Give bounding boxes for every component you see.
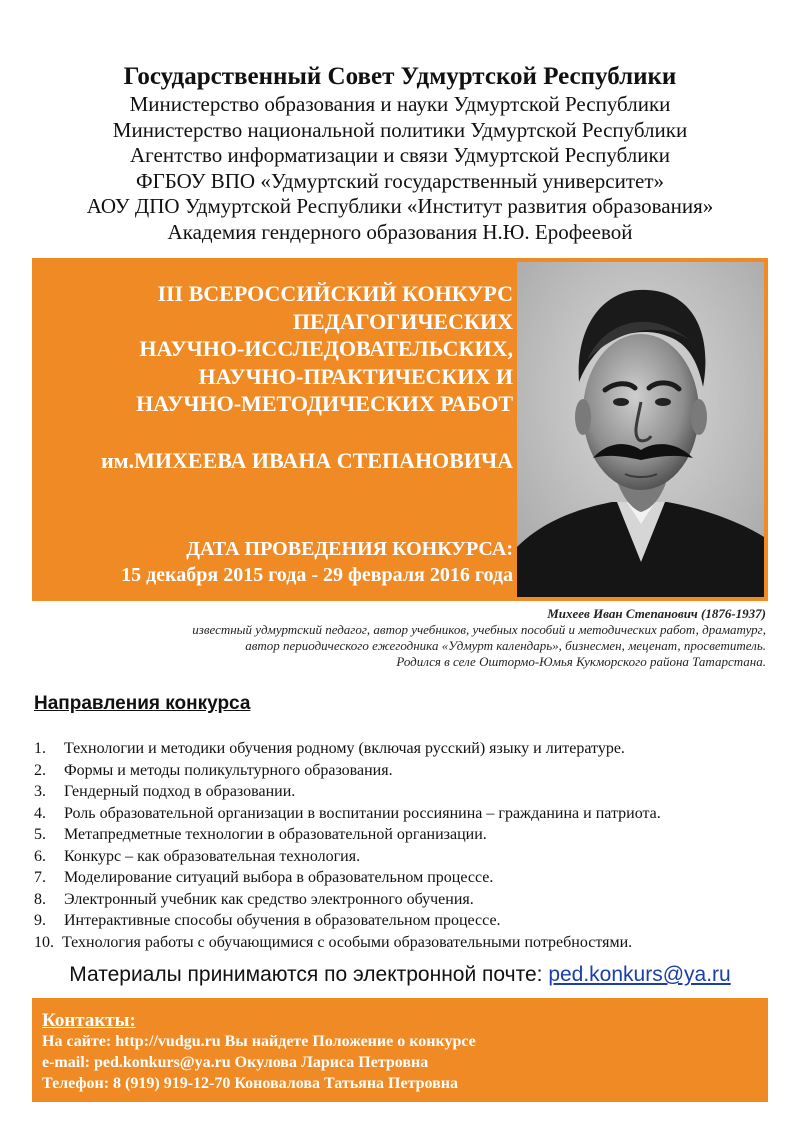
list-item-number: 10. xyxy=(34,933,54,951)
list-item-number: 5. xyxy=(34,826,46,843)
email-label: Материалы принимаются по электронной почте: xyxy=(69,963,549,986)
portrait-caption xyxy=(192,606,766,670)
list-item-number: 6. xyxy=(34,847,46,865)
list-item-text: Моделирование ситуаций выбора в образовательном процессе. xyxy=(64,869,494,886)
organization-line: ФГБОУ ВПО «Удмуртский государственный университет» xyxy=(136,168,664,193)
portrait-illustration xyxy=(517,262,764,597)
list-item-text: Гендерный подход в образовании. xyxy=(64,783,296,800)
list-item-text: Конкурс – как образовательная технология. xyxy=(64,847,361,865)
list-item-number: 4. xyxy=(34,804,46,822)
list-item xyxy=(34,760,661,782)
portrait-photo xyxy=(517,262,764,597)
list-item xyxy=(34,889,661,911)
list-item xyxy=(34,803,661,825)
contest-title-line: III ВСЕРОССИЙСКИЙ КОНКУРС xyxy=(157,281,513,306)
list-item-number: 7. xyxy=(34,869,46,886)
list-item-text: Технологии и методики обучения родному (включая русский) языку и литературе. xyxy=(64,740,625,757)
contest-title-line: НАУЧНО-ПРАКТИЧЕСКИХ И xyxy=(198,363,513,389)
contest-title-line: ПЕДАГОГИЧЕСКИХ xyxy=(292,308,513,334)
date-range: 15 декабря 2015 года - 29 февраля 2016 года xyxy=(121,564,513,586)
list-item-text: Технология работы с обучающимися с особыми образовательными потребностями. xyxy=(62,933,633,951)
contact-website: На сайте: http://vudgu.ru Вы найдете Положение о конкурсе xyxy=(42,1033,476,1050)
main-title: Государственный Совет Удмуртской Республики xyxy=(123,63,677,90)
caption-line: Родился в селе Оштормо-Юмья Кукморского района Татарстана. xyxy=(396,654,766,669)
caption-line: автор периодического ежегодника «Удмурт календарь», бизнесмен, меценат, просветитель. xyxy=(245,638,766,653)
contest-name: им.МИХЕЕВА ИВАНА СТЕПАНОВИЧА xyxy=(100,448,513,473)
list-item-number: 9. xyxy=(34,912,46,929)
list-item xyxy=(34,910,661,932)
list-item xyxy=(34,846,661,868)
list-item-text: Метапредметные технологии в образовательной организации. xyxy=(64,826,487,843)
caption-line: известный удмуртский педагог, автор учебников, учебных пособий и методических работ, драматург, xyxy=(192,622,766,637)
list-item xyxy=(34,932,661,954)
contest-title-line: НАУЧНО-МЕТОДИЧЕСКИХ РАБОТ xyxy=(136,391,513,416)
organization-line: Министерство образования и науки Удмуртской Республики xyxy=(129,92,671,116)
contact-email: e-mail: ped.konkurs@ya.ru Окулова Лариса Петровна xyxy=(42,1054,429,1071)
list-item xyxy=(34,824,661,846)
email-line xyxy=(0,963,800,987)
directions-heading: Направления конкурса xyxy=(34,693,251,714)
contest-banner xyxy=(32,258,768,601)
list-item xyxy=(34,867,661,889)
organization-line: АОУ ДПО Удмуртской Республики «Институт развития образования» xyxy=(86,194,714,218)
contest-title xyxy=(136,280,513,418)
contacts-title: Контакты: xyxy=(42,1010,136,1031)
list-item-text: Роль образовательной организации в воспитании россиянина – гражданина и патриота. xyxy=(64,804,661,822)
organization-line: Министерство национальной политики Удмуртской Республики xyxy=(112,117,688,142)
header xyxy=(0,62,800,245)
organization-line: Агентство информатизации и связи Удмуртской Республики xyxy=(130,143,670,167)
list-item-number: 1. xyxy=(34,740,46,757)
list-item-text: Интерактивные способы обучения в образовательном процессе. xyxy=(64,912,501,929)
contacts-box xyxy=(32,998,768,1102)
contact-phone: Телефон: 8 (919) 919-12-70 Коновалова Татьяна Петровна xyxy=(42,1075,459,1092)
list-item-number: 2. xyxy=(34,761,46,779)
list-item xyxy=(34,738,661,760)
directions-list xyxy=(34,738,661,953)
contest-title-line: НАУЧНО-ИССЛЕДОВАТЕЛЬСКИХ, xyxy=(139,336,513,361)
contact-lines xyxy=(42,1031,476,1094)
contest-dates xyxy=(121,536,513,588)
list-item-number: 3. xyxy=(34,783,46,800)
list-item xyxy=(34,781,661,803)
date-label: ДАТА ПРОВЕДЕНИЯ КОНКУРСА: xyxy=(186,538,513,560)
organization-line: Академия гендерного образования Н.Ю. Ерофеевой xyxy=(167,219,633,244)
banner-text xyxy=(32,258,513,601)
list-item-number: 8. xyxy=(34,890,46,908)
list-item-text: Электронный учебник как средство электронного обучения. xyxy=(64,890,474,908)
caption-name: Михеев Иван Степанович (1876-1937) xyxy=(547,606,766,621)
list-item-text: Формы и методы поликультурного образования. xyxy=(64,761,393,779)
email-link[interactable]: ped.konkurs@ya.ru xyxy=(548,963,731,986)
